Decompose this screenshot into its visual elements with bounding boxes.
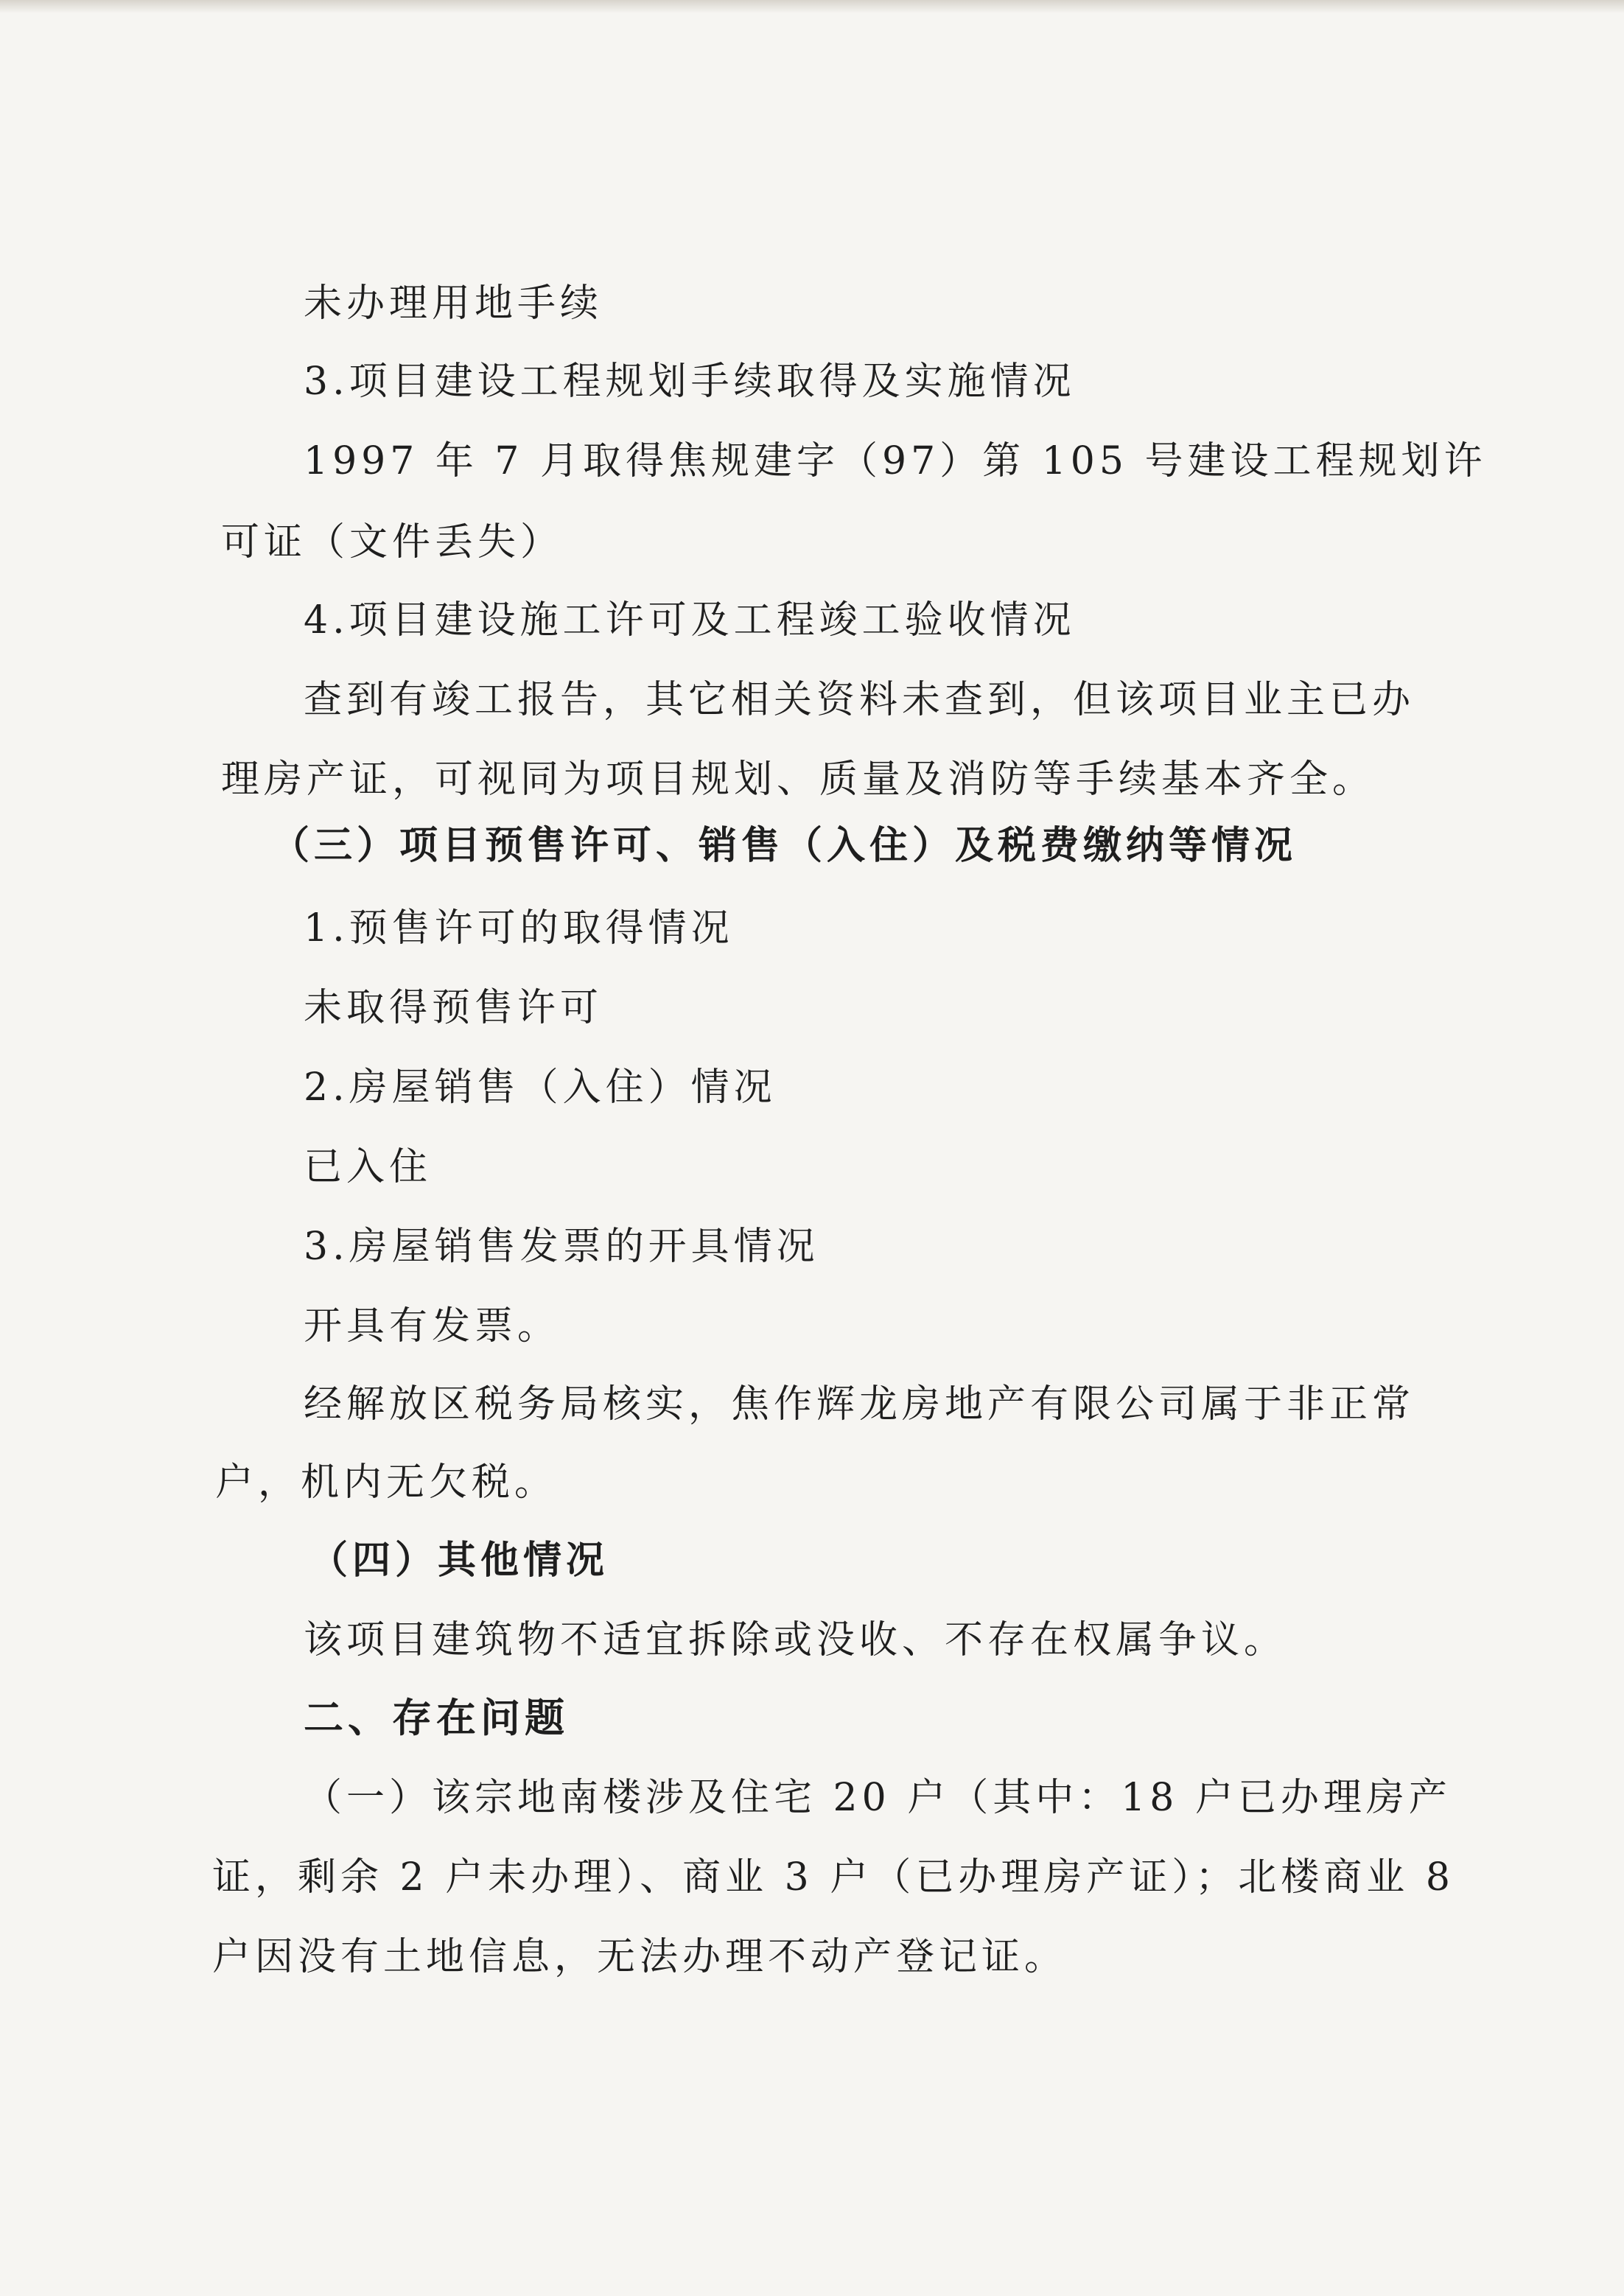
section-subheading: 3.项目建设工程规划手续取得及实施情况 (304, 360, 1076, 404)
text-line: 该项目建筑物不适宜拆除或没收、不存在权属争议。 (304, 1618, 1287, 1662)
text-line: 理房产证，可视同为项目规划、质量及消防等手续基本齐全。 (221, 757, 1376, 802)
section-heading: （三）项目预售许可、销售（入住）及税费缴纳等情况 (271, 823, 1298, 868)
text-line: 1997 年 7 月取得焦规建字（97）第 105 号建设工程规划许 (304, 439, 1487, 483)
text-line: 户，机内无欠税。 (215, 1460, 558, 1505)
section-subheading: 4.项目建设施工许可及工程竣工验收情况 (304, 598, 1076, 643)
chapter-heading: 二、存在问题 (304, 1695, 569, 1741)
text-line: 经解放区税务局核实，焦作辉龙房地产有限公司属于非正常 (304, 1382, 1415, 1427)
section-heading: （四）其他情况 (309, 1538, 609, 1583)
text-line: 开具有发票。 (304, 1304, 561, 1348)
page-edge-shadow (0, 0, 1624, 13)
section-subheading: 1.预售许可的取得情况 (304, 906, 734, 951)
text-line: 未办理用地手续 (304, 281, 603, 326)
text-line: （一）该宗地南楼涉及住宅 20 户（其中：18 户已办理房产 (304, 1776, 1452, 1820)
text-line: 证，剩余 2 户未办理）、商业 3 户（已办理房产证）；北楼商业 8 (212, 1855, 1455, 1900)
text-line: 查到有竣工报告，其它相关资料未查到，但该项目业主已办 (304, 678, 1415, 722)
text-line: 可证（文件丢失） (221, 520, 564, 564)
text-line: 户因没有土地信息，无法办理不动产登记证。 (212, 1935, 1068, 1979)
section-subheading: 2.房屋销售（入住）情况 (304, 1065, 777, 1110)
section-subheading: 3.房屋销售发票的开具情况 (304, 1225, 819, 1269)
text-line: 未取得预售许可 (304, 986, 603, 1030)
text-line: 已入住 (304, 1145, 433, 1189)
